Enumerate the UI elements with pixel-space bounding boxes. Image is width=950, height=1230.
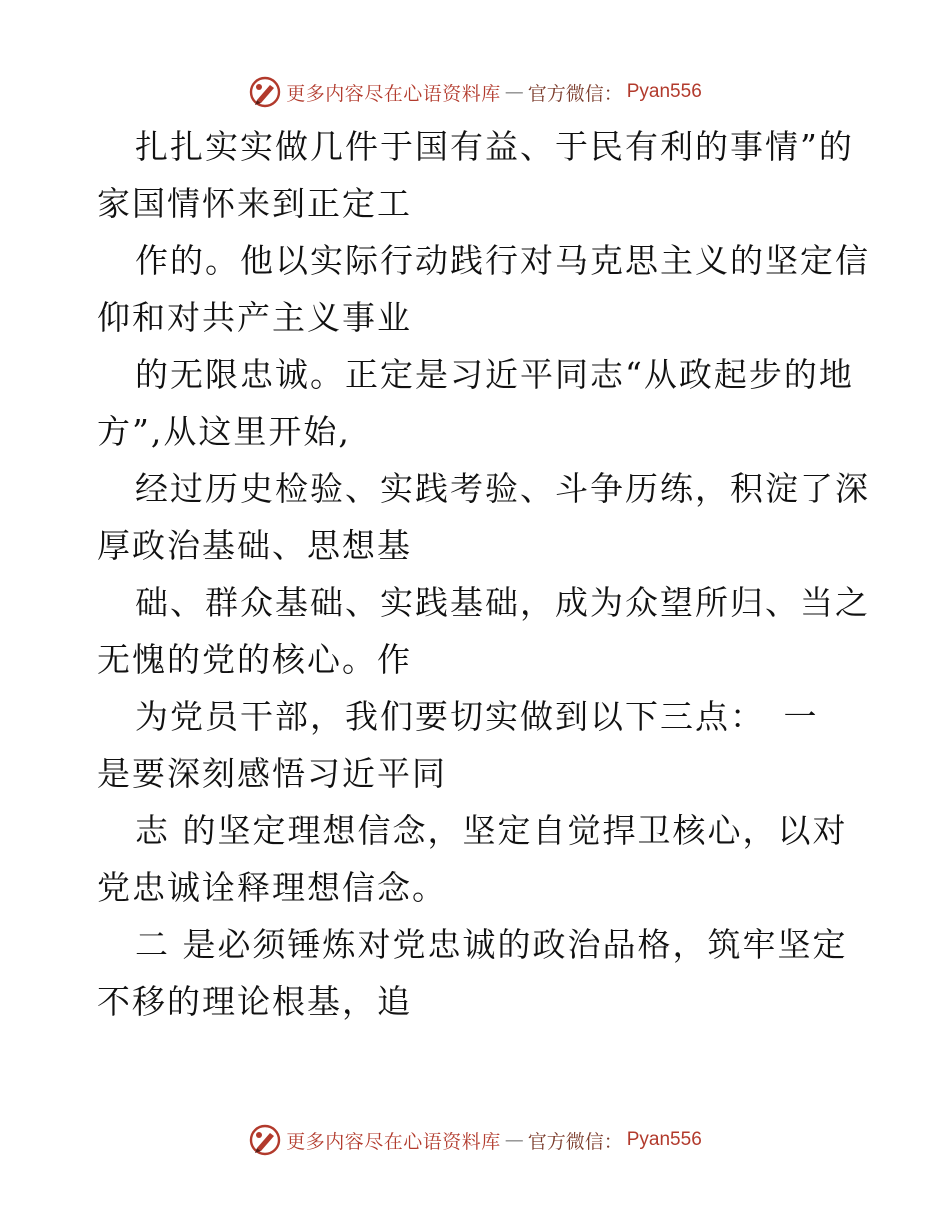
watermark-wechat-id: Pyan556 xyxy=(626,1129,702,1150)
watermark-text: 更多内容尽在心语资料库 xyxy=(286,82,501,105)
pen-logo-icon xyxy=(248,75,282,109)
paragraph-line: 方”,从这里开始, xyxy=(97,412,351,451)
paragraph-line: 经过历史检验、实践考验、斗争历练，积淀了深 xyxy=(135,469,870,508)
paragraph-line: 仰和对共产主义事业 xyxy=(97,298,412,337)
watermark-brand xyxy=(248,1123,702,1157)
paragraph-line: 志 的坚定理想信念，坚定自觉捍卫核心，以对 xyxy=(135,811,848,850)
watermark-wechat-label: 官方微信： xyxy=(527,1130,623,1153)
paragraph xyxy=(97,574,870,688)
paragraph xyxy=(97,688,857,802)
watermark-separator: — xyxy=(504,81,524,103)
paragraph-line: 扎扎实实做几件于国有益、于民有利的事情”的 xyxy=(135,127,854,166)
paragraph xyxy=(97,232,870,346)
watermark-wechat-id: Pyan556 xyxy=(626,81,702,102)
paragraph-line: 家国情怀来到正定工 xyxy=(97,184,412,223)
watermark-wechat-label: 官方微信： xyxy=(527,82,623,105)
header-watermark xyxy=(0,72,950,112)
paragraph-line: 础、群众基础、实践基础，成为众望所归、当之 xyxy=(135,583,870,622)
paragraph-line: 作的。他以实际行动践行对马克思主义的坚定信 xyxy=(135,241,870,280)
paragraph xyxy=(97,346,857,460)
paragraph-line: 的无限忠诚。正定是习近平同志“从政起步的地 xyxy=(135,355,854,394)
watermark-separator: — xyxy=(504,1129,524,1151)
paragraph-line: 为党员干部，我们要切实做到以下三点： 一 xyxy=(135,697,819,736)
paragraph-line: 二 是必须锤炼对党忠诚的政治品格，筑牢坚定 xyxy=(135,925,848,964)
paragraph-line: 厚政治基础、思想基 xyxy=(97,526,412,565)
paragraph-line: 无愧的党的核心。作 xyxy=(97,640,412,679)
document-body xyxy=(97,118,870,1030)
paragraph-line: 党忠诚诠释理想信念。 xyxy=(97,868,447,907)
watermark-brand xyxy=(248,75,702,109)
paragraph-line: 是要深刻感悟习近平同 xyxy=(97,754,447,793)
watermark-text: 更多内容尽在心语资料库 xyxy=(286,1130,501,1153)
paragraph xyxy=(97,916,857,1030)
paragraph-line: 不移的理论根基，追 xyxy=(97,982,412,1021)
paragraph xyxy=(97,802,857,916)
footer-watermark xyxy=(0,1120,950,1160)
pen-logo-icon xyxy=(248,1123,282,1157)
paragraph xyxy=(97,460,870,574)
paragraph xyxy=(97,118,857,232)
